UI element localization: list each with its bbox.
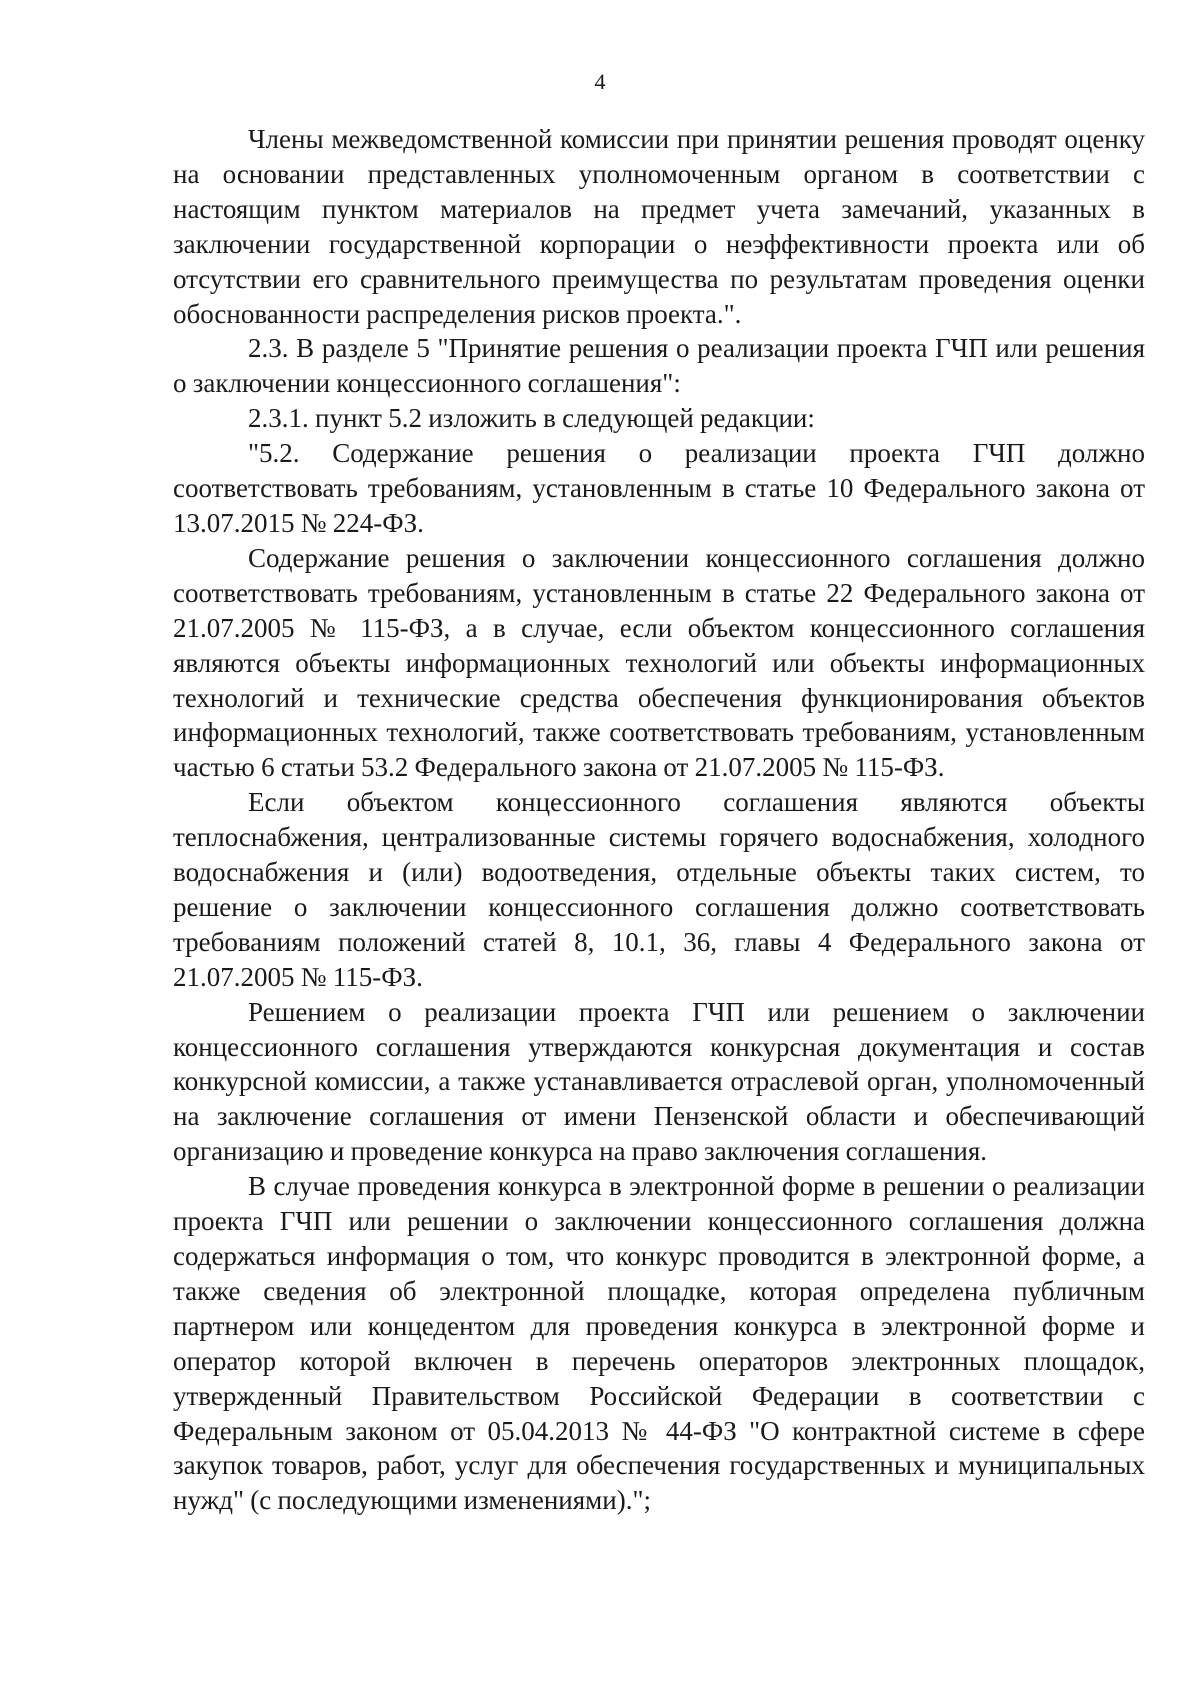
paragraph-concession-content: Содержание решения о заключении концессионного соглашения должно соответствовать требованиям, установленным в статье 22 Федерального закона от 21.07.2005 № 115-ФЗ, а в случае, если объектом концессионного соглашения являются объекты информационных технологий или объекты информационных технологий и технические средства обеспечения функционирования объектов информационных технологий, также соответствовать требованиям, установленным частью 6 статьи 53.2 Федерального закона от 21.07.2005 № 115-ФЗ. bbox=[173, 542, 1145, 783]
page-number: 4 bbox=[594, 69, 606, 94]
paragraph-heat-water-objects: Если объектом концессионного соглашения являются объекты теплоснабжения, централизованные системы горячего водоснабжения, холодного водоснабжения и (или) водоотведения, отдельные объекты таких систем, то решение о заключении концессионного соглашения должно соответствовать требованиям положений статей 8, 10.1, 36, главы 4 Федерального закона от 21.07.2005 № 115-ФЗ. bbox=[173, 787, 1145, 992]
paragraph-commission-evaluation: Члены межведомственной комиссии при принятии решения проводят оценку на основании представленных уполномоченным органом в соответствии с настоящим пунктом материалов на предмет учета замечаний, указанных в заключении государственной корпорации о неэффективности проекта или об отсутствии его сравнительного преимущества по результатам проведения оценки обоснованности распределения рисков проекта.". bbox=[173, 124, 1145, 329]
paragraph-section-2-3-1: 2.3.1. пункт 5.2 изложить в следующей редакции: bbox=[248, 403, 815, 434]
paragraph-section-2-3: 2.3. В разделе 5 "Принятие решения о реализации проекта ГЧП или решения о заключении концессионного соглашения": bbox=[173, 333, 1145, 399]
paragraph-tender-documentation: Решением о реализации проекта ГЧП или решением о заключении концессионного соглашения утверждаются конкурсная документация и состав конкурсной комиссии, а также устанавливается отраслевой орган, уполномоченный на заключение соглашения от имени Пензенской области и обеспечивающий организацию и проведение конкурса на право заключения соглашения. bbox=[173, 996, 1145, 1167]
document-body bbox=[173, 122, 1145, 1518]
paragraph-clause-5-2: "5.2. Содержание решения о реализации проекта ГЧП должно соответствовать требованиям, установленным в статье 10 Федерального закона от 13.07.2015 № 224-ФЗ. bbox=[173, 438, 1145, 538]
paragraph-electronic-tender: В случае проведения конкурса в электронной форме в решении о реализации проекта ГЧП или решении о заключении концессионного соглашения должна содержаться информация о том, что конкурс проводится в электронной форме, а также сведения об электронной площадке, которая определена публичным партнером или концедентом для проведения конкурса в электронной форме и оператор которой включен в перечень операторов электронных площадок, утвержденный Правительством Российской Федерации в соответствии с Федеральным законом от 05.04.2013 № 44-ФЗ "О контрактной системе в сфере закупок товаров, работ, услуг для обеспечения государственных и муниципальных нужд" (с последующими изменениями)."; bbox=[173, 1171, 1145, 1516]
